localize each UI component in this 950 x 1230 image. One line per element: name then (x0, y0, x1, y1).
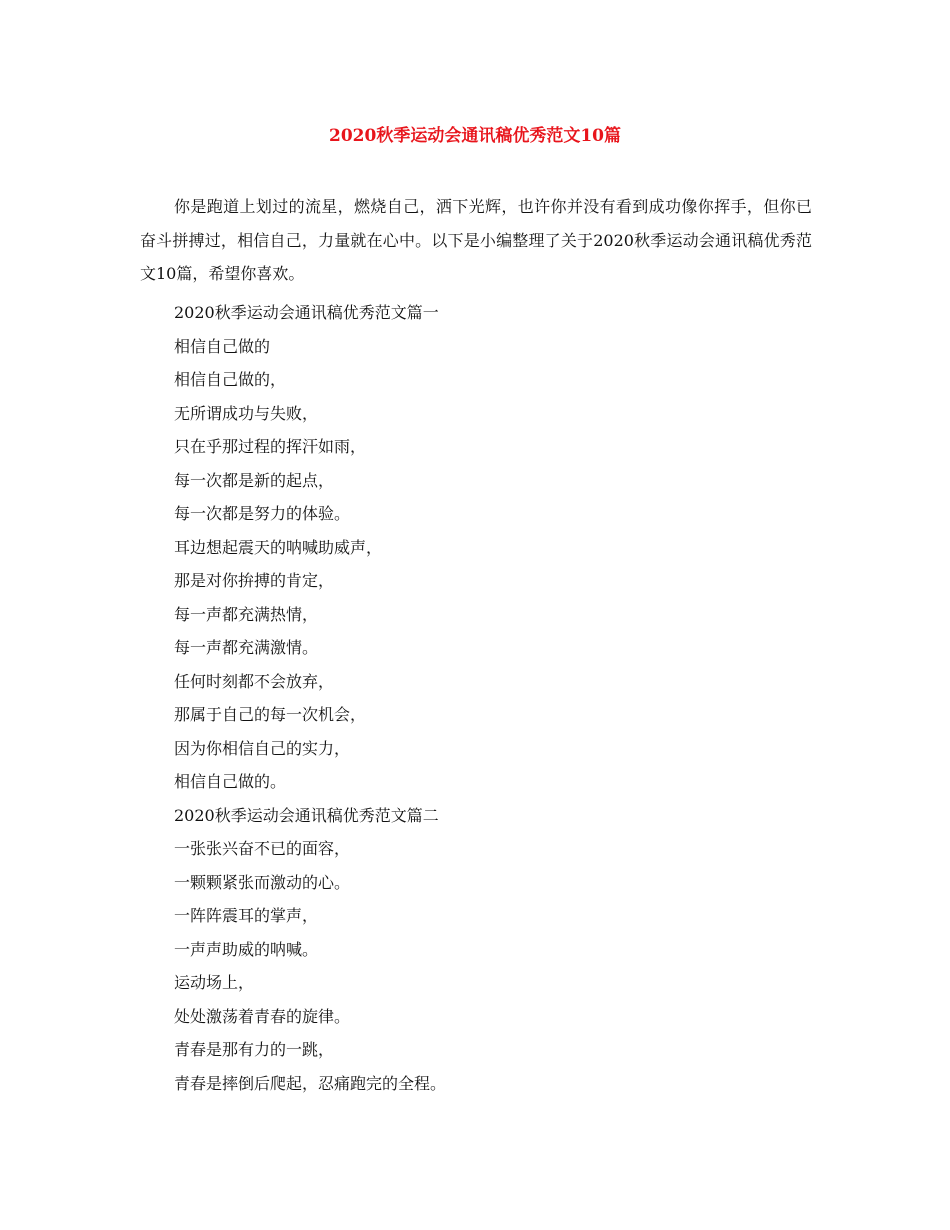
body-lines (174, 296, 814, 1100)
poem-line: 任何时刻都不会放弃， (174, 671, 335, 691)
intro-paragraph: 你是跑道上划过的流星，燃烧自己，洒下光辉，也许你并没有看到成功像你挥手，但你已奋斗拼搏过，相信自己，力量就在心中。以下是小编整理了关于2020秋季运动会通讯稿优秀范文10篇，希望你喜欢。 (140, 197, 812, 283)
poem-line: 每一次都是努力的体验。 (174, 504, 351, 523)
document-title: 2020秋季运动会通讯稿优秀范文10篇 (329, 126, 621, 146)
poem-line: 一阵阵震耳的掌声， (174, 906, 319, 925)
poem-line: 青春是摔倒后爬起，忍痛跑完的全程。 (174, 1073, 447, 1093)
poem-line: 每一次都是新的起点， (174, 470, 335, 490)
poem-line: 因为你相信自己的实力， (174, 738, 351, 758)
poem-line: 每一声都充满激情。 (174, 638, 319, 657)
poem-line: 相信自己做的 (174, 336, 271, 356)
poem-line: 那属于自己的每一次机会， (174, 705, 367, 724)
poem-line: 一声声助威的呐喊。 (174, 939, 319, 959)
poem-line: 一颗颗紧张而激动的心。 (174, 872, 351, 892)
poem-line: 青春是那有力的一跳， (174, 1040, 335, 1059)
section-heading: 2020秋季运动会通讯稿优秀范文篇二 (174, 805, 439, 825)
poem-line: 那是对你拚搏的肯定， (174, 571, 335, 590)
section-heading: 2020秋季运动会通讯稿优秀范文篇一 (174, 303, 439, 322)
poem-line: 相信自己做的。 (174, 772, 287, 791)
poem-line: 一张张兴奋不已的面容， (174, 839, 351, 858)
poem-line: 处处激荡着青春的旋律。 (174, 1006, 351, 1026)
poem-line: 耳边想起震天的呐喊助威声， (174, 537, 383, 557)
poem-line: 无所谓成功与失败， (174, 403, 319, 423)
poem-line: 每一声都充满热情， (174, 604, 319, 624)
poem-line: 只在乎那过程的挥汗如雨， (174, 437, 367, 456)
poem-line: 相信自己做的， (174, 370, 287, 389)
poem-line: 运动场上， (174, 973, 255, 992)
